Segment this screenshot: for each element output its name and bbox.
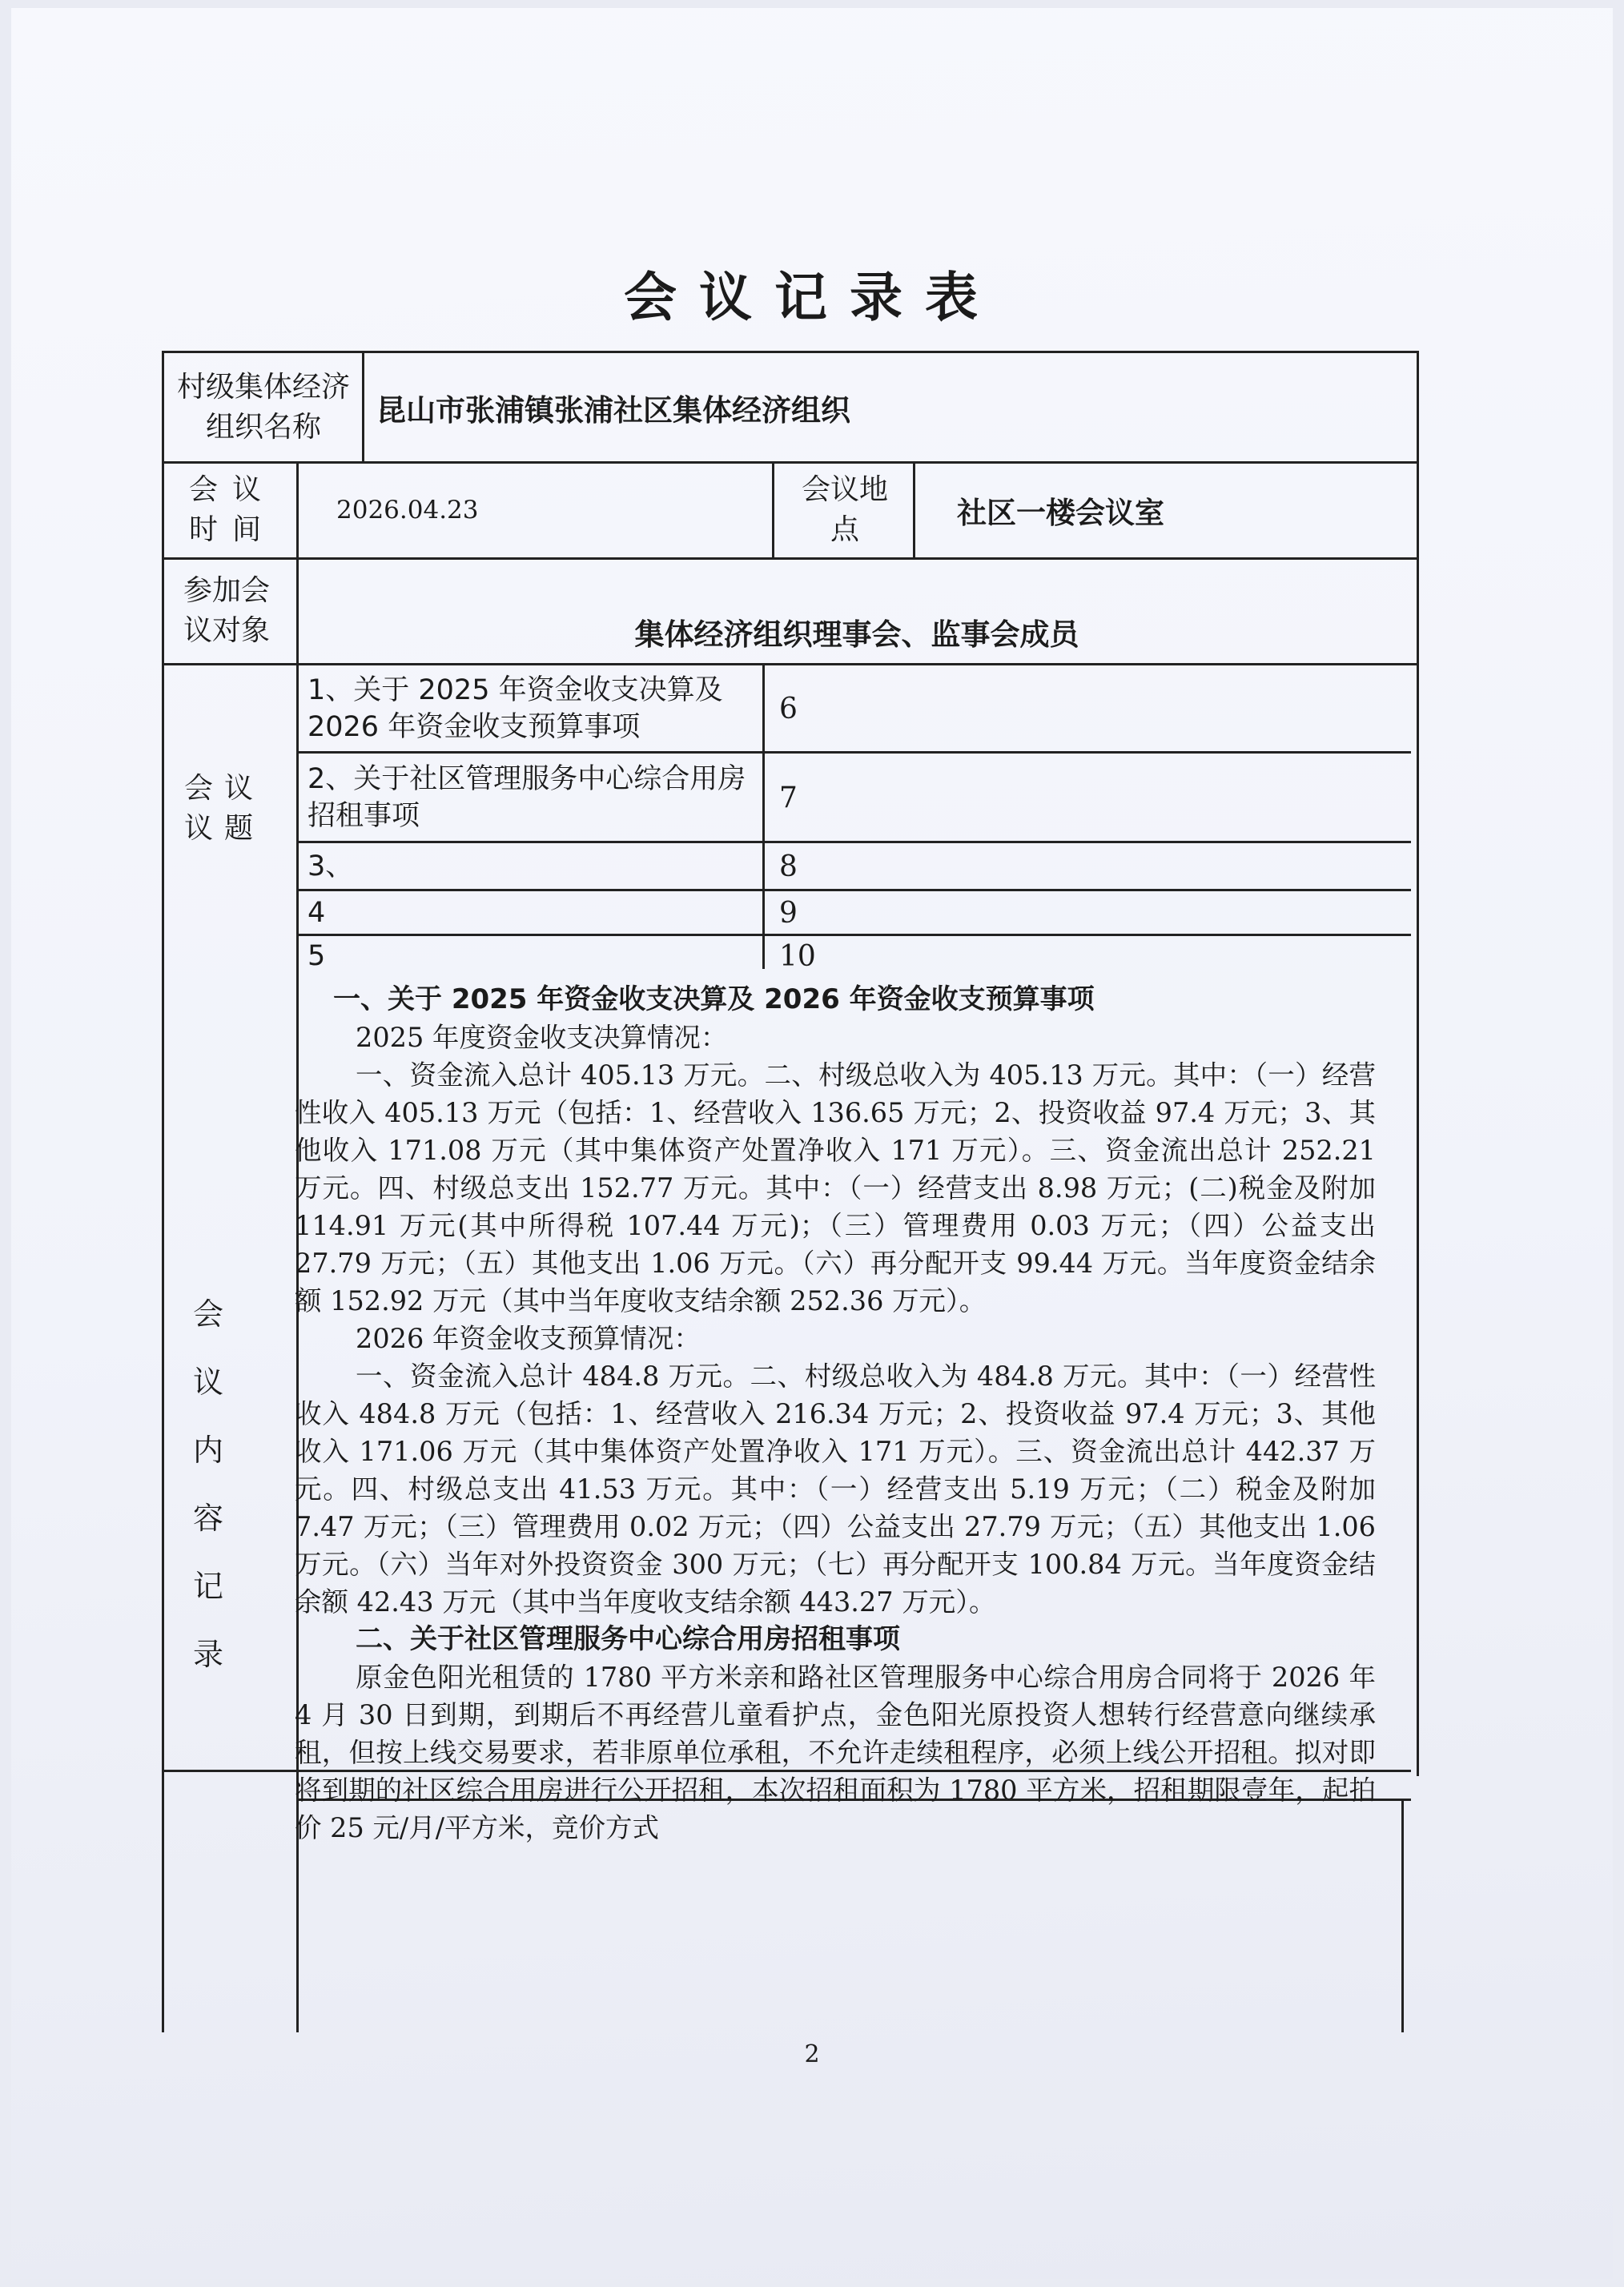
meeting-place-label: 会议地点 [801, 472, 888, 546]
table-rule-vertical [913, 461, 915, 557]
meeting-time-value: 2026.04.23 [336, 495, 479, 525]
topic-item-5: 5 [308, 940, 326, 972]
topic-number-8: 8 [779, 850, 798, 883]
table-border-right [1417, 351, 1419, 1776]
record-label-char: 容 [192, 1501, 223, 1536]
record-label [172, 1289, 244, 1674]
topic-item-3: 3、 [308, 850, 354, 882]
attendees-value: 集体经济组织理事会、监事会成员 [634, 617, 1079, 652]
record-heading: 二、关于社区管理服务中心综合用房招租事项 [356, 1623, 900, 1655]
attendees-label: 参加会议对象 [183, 573, 270, 647]
record-paragraph: 一、资金流入总计 405.13 万元。二、村级总收入为 405.13 万元。其中：（一）经营性收入 405.13 万元（包括：1、经营收入 136.65 万元；2、投资收益 97.4 万元；3、其他收入 171.08 万元（其中集体资产处置净收入 171 万元）。三、资金流出总计 252.21 万元。四、村级总支出 152.77 万元。其中：（一）经营支出 8.98 万元；(二)税金及附加 114.91 万元(其中所得税 107.44 万元)；（三）管理费用 0.03 万元；（四）公益支出 27.79 万元；（五）其他支出 1.06 万元。（六）再分配开支 99.44 万元。当年度资金结余额 152.92 万元（其中当年度收支结余额 252.36 万元）。 [295, 1059, 1376, 1316]
record-paragraph: 2025 年度资金收支决算情况： [356, 1022, 728, 1053]
record-heading: 一、关于 2025 年资金收支决算及 2026 年资金收支预算事项 [333, 983, 1095, 1015]
record-label-char: 录 [192, 1637, 223, 1672]
page-number: 2 [804, 2040, 820, 2068]
topic-item-2: 2、关于社区管理服务中心综合用房招租事项 [308, 763, 746, 832]
org-name-label: 村级集体经济组织名称 [176, 370, 350, 444]
topic-number-7: 7 [779, 781, 798, 814]
record-label-char: 记 [192, 1569, 223, 1604]
topic-number-6: 6 [779, 692, 798, 725]
record-paragraph: 原金色阳光租赁的 1780 平方米亲和路社区管理服务中心综合用房合同将于 2026 年 4 月 30 日到期，到期后不再经营儿童看护点，金色阳光原投资人想转行经营意向继续承租，但按上线交易要求，若非原单位承租，不允许走续租程序，必须上线公开招租。拟对即将到期的社区综合用房进行公开招租，本次招租面积为 1780 平方米，招租期限壹年，起拍价 25 元/月/平方米，竞价方式 [295, 1662, 1376, 1843]
record-paragraph: 2026 年资金收支预算情况： [356, 1323, 701, 1354]
record-label-char: 议 [192, 1365, 223, 1400]
meeting-time-label: 会议时间 [188, 472, 275, 546]
table-border-right-lower [1401, 1799, 1404, 2032]
meeting-place-value: 社区一楼会议室 [957, 495, 1164, 530]
table-border-left [162, 351, 164, 2032]
org-name-value: 昆山市张浦镇张浦社区集体经济组织 [376, 392, 850, 428]
topics-label: 会议议题 [183, 772, 264, 845]
record-label-char: 内 [192, 1433, 223, 1468]
topic-number-9: 9 [779, 896, 798, 930]
record-content [295, 981, 1376, 1847]
table-rule-vertical [362, 351, 364, 461]
document-title: 会议记录表 [624, 267, 1000, 328]
topic-number-10: 10 [779, 939, 816, 973]
table-rule-vertical [772, 461, 774, 557]
record-paragraph: 一、资金流入总计 484.8 万元。二、村级总收入为 484.8 万元。其中：（一）经营性收入 484.8 万元（包括：1、经营收入 216.34 万元；2、投资收益 97.4 万元；3、其他收入 171.06 万元（其中集体资产处置净收入 171 万元）。三、资金流出总计 442.37 万元。四、村级总支出 41.53 万元。其中：（一）经营支出 5.19 万元；（二）税金及附加 7.47 万元；（三）管理费用 0.02 万元；（四）公益支出 27.79 万元；（五）其他支出 1.06 万元。（六）当年对外投资资金 300 万元；（七）再分配开支 100.84 万元。当年度资金结余额 42.43 万元（其中当年度收支结余额 443.27 万元）。 [295, 1361, 1376, 1618]
topic-item-1: 1、关于 2025 年资金收支决算及 2026 年资金收支预算事项 [308, 674, 723, 743]
topic-item-4: 4 [308, 897, 326, 929]
record-label-char: 会 [192, 1296, 223, 1332]
